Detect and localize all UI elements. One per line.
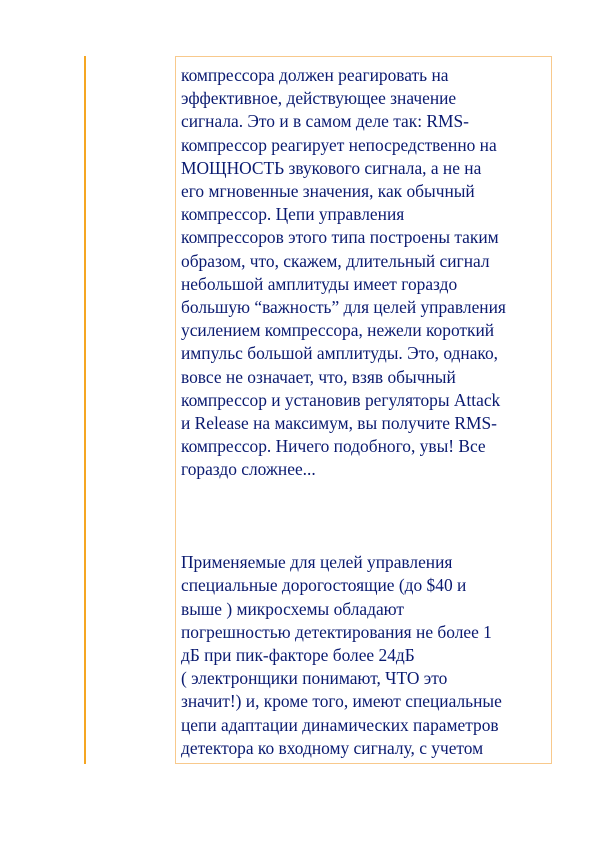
text-line: Применяемые для целей управления <box>181 552 453 573</box>
text-line: эффективное, действующее значение <box>181 88 457 109</box>
text-line: гораздо сложнее... <box>181 459 316 480</box>
paragraph-gap <box>181 482 551 552</box>
text-line: компрессора должен реагировать на <box>181 65 449 85</box>
text-line: сигнала. Это и в самом деле так: RMS- <box>181 111 469 132</box>
text-line: МОЩНОСТЬ звукового сигнала, а не на <box>181 157 482 178</box>
text-line: специальные дорогостоящие (до $40 и <box>181 575 467 596</box>
text-line: усилением компрессора, нежели короткий <box>181 320 495 341</box>
text-line: большую “важность” для целей управления <box>181 297 506 318</box>
text-line: и Release на максимум, вы получите RMS- <box>181 413 497 434</box>
text-line: компрессор реагирует непосредственно на <box>181 134 497 155</box>
text-line: образом, что, скажем, длительный сигнал <box>181 250 490 271</box>
text-line: цепи адаптации динамических параметров <box>181 714 499 735</box>
text-line: детектора ко входному сигналу, с учетом <box>181 737 484 758</box>
text-line: компрессор. Цепи управления <box>181 204 405 225</box>
text-line: небольшой амплитуды имеет гораздо <box>181 273 458 294</box>
text-line: ( электронщики понимают, ЧТО это <box>181 668 448 689</box>
text-line: компрессоров этого типа построены таким <box>181 227 499 248</box>
text-line: выше ) микросхемы обладают <box>181 598 405 619</box>
text-line: вовсе не означает, что, взяв обычный <box>181 366 456 387</box>
paragraph-2 <box>181 551 551 760</box>
text-line: компрессор и установив регуляторы Attack <box>181 389 501 410</box>
text-line: его мгновенные значения, как обычный <box>181 181 475 202</box>
text-line: компрессор. Ничего подобного, увы! Все <box>181 436 486 457</box>
text-line: дБ при пик-факторе более 24дБ <box>181 645 415 666</box>
text-frame <box>175 56 552 764</box>
margin-rule <box>84 56 86 764</box>
text-line: погрешностью детектирования не более 1 <box>181 621 492 642</box>
text-line: импульс большой амплитуды. Это, однако, <box>181 343 499 364</box>
paragraph-1 <box>181 64 551 482</box>
text-line: значит!) и, кроме того, имеют специальные <box>181 691 502 712</box>
